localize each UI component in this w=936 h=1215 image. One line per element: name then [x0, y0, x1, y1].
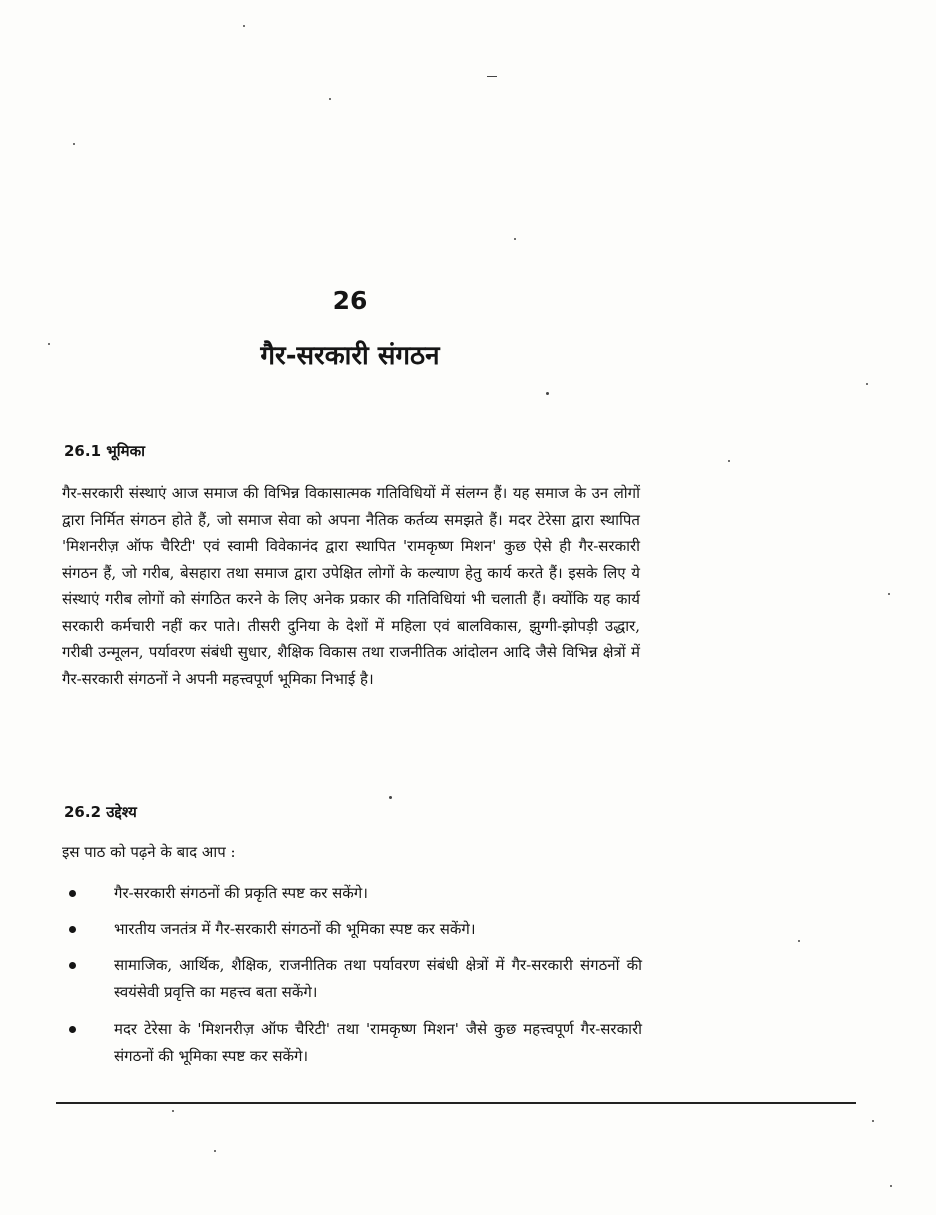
scan-speck [172, 1110, 174, 1112]
footer-rule [56, 1102, 856, 1104]
objective-item [62, 880, 642, 907]
chapter-title: गैर-सरकारी संगठन [260, 341, 440, 371]
introduction-paragraph: गैर-सरकारी संस्थाएं आज समाज की विभिन्न विकासात्मक गतिविधियों में संलग्न हैं। यह समाज के उन लोगों द्वारा निर्मित संगठन होते हैं, जो समाज सेवा को अपना नैतिक कर्तव्य समझते हैं। मदर टेरेसा द्वारा स्थापित 'मिशनरीज़ ऑफ चैरिटी' एवं स्वामी विवेकानंद द्वारा स्थापित 'रामकृष्ण मिशन' कुछ ऐसे ही गैर-सरकारी संगठन हैं, जो गरीब, बेसहारा तथा समाज द्वारा उपेक्षित लोगों के कल्याण हेतु कार्य करते हैं। इसके लिए ये संस्थाएं गरीब लोगों को संगठित करने के लिए अनेक प्रकार की गतिविधियां भी चलाती हैं। क्योंकि यह कार्य सरकारी कर्मचारी नहीं कर पाते। तीसरी दुनिया के देशों में महिला एवं बालविकास, झुग्गी-झोपड़ी उद्धार, गरीबी उन्मूलन, पर्यावरण संबंधी सुधार, शैक्षिक विकास तथा राजनीतिक आंदोलन आदि जैसे विभिन्न क्षेत्रों में गैर-सरकारी संगठनों ने अपनी महत्त्वपूर्ण भूमिका निभाई है। [62, 484, 640, 688]
objectives-intro: इस पाठ को पढ़ने के बाद आप : [62, 843, 236, 861]
bullet-icon [69, 926, 76, 933]
objective-text: गैर-सरकारी संगठनों की प्रकृति स्पष्ट कर सकेंगे। [114, 884, 368, 902]
scan-speck [514, 238, 516, 240]
scan-speck [243, 25, 245, 27]
objectives-list [62, 880, 642, 1080]
scan-speck [73, 143, 75, 145]
scan-speck [214, 1150, 216, 1152]
scan-speck [487, 76, 497, 77]
objective-text: सामाजिक, आर्थिक, शैक्षिक, राजनीतिक तथा पर्यावरण संबंधी क्षेत्रों में गैर-सरकारी संगठनों की स्वयंसेवी प्रवृत्ति का महत्त्व बता सकेंगे। [114, 956, 642, 1001]
bullet-icon [69, 1026, 76, 1033]
bullet-icon [69, 962, 76, 969]
scan-speck [329, 98, 331, 100]
scan-speck [798, 940, 800, 942]
chapter-number: 26 [332, 286, 368, 315]
bullet-icon [69, 890, 76, 897]
scan-speck [389, 796, 392, 799]
scan-speck [890, 1185, 892, 1187]
scan-speck [872, 1120, 874, 1122]
scan-speck [546, 392, 549, 395]
objective-item [62, 916, 642, 943]
section-heading-objectives: 26.2 उद्देश्य [64, 803, 137, 821]
scan-speck [866, 383, 868, 385]
objective-text: भारतीय जनतंत्र में गैर-सरकारी संगठनों की भूमिका स्पष्ट कर सकेंगे। [114, 920, 476, 938]
scan-speck [888, 593, 890, 595]
scan-speck [728, 460, 730, 462]
scan-speck [48, 343, 50, 345]
objective-text: मदर टेरेसा के 'मिशनरीज़ ऑफ चैरिटी' तथा 'रामकृष्ण मिशन' जैसे कुछ महत्त्वपूर्ण गैर-सरकारी संगठनों की भूमिका स्पष्ट कर सकेंगे। [114, 1020, 642, 1065]
objective-item [62, 1016, 642, 1070]
section-heading-introduction: 26.1 भूमिका [64, 442, 146, 460]
objective-item [62, 952, 642, 1006]
